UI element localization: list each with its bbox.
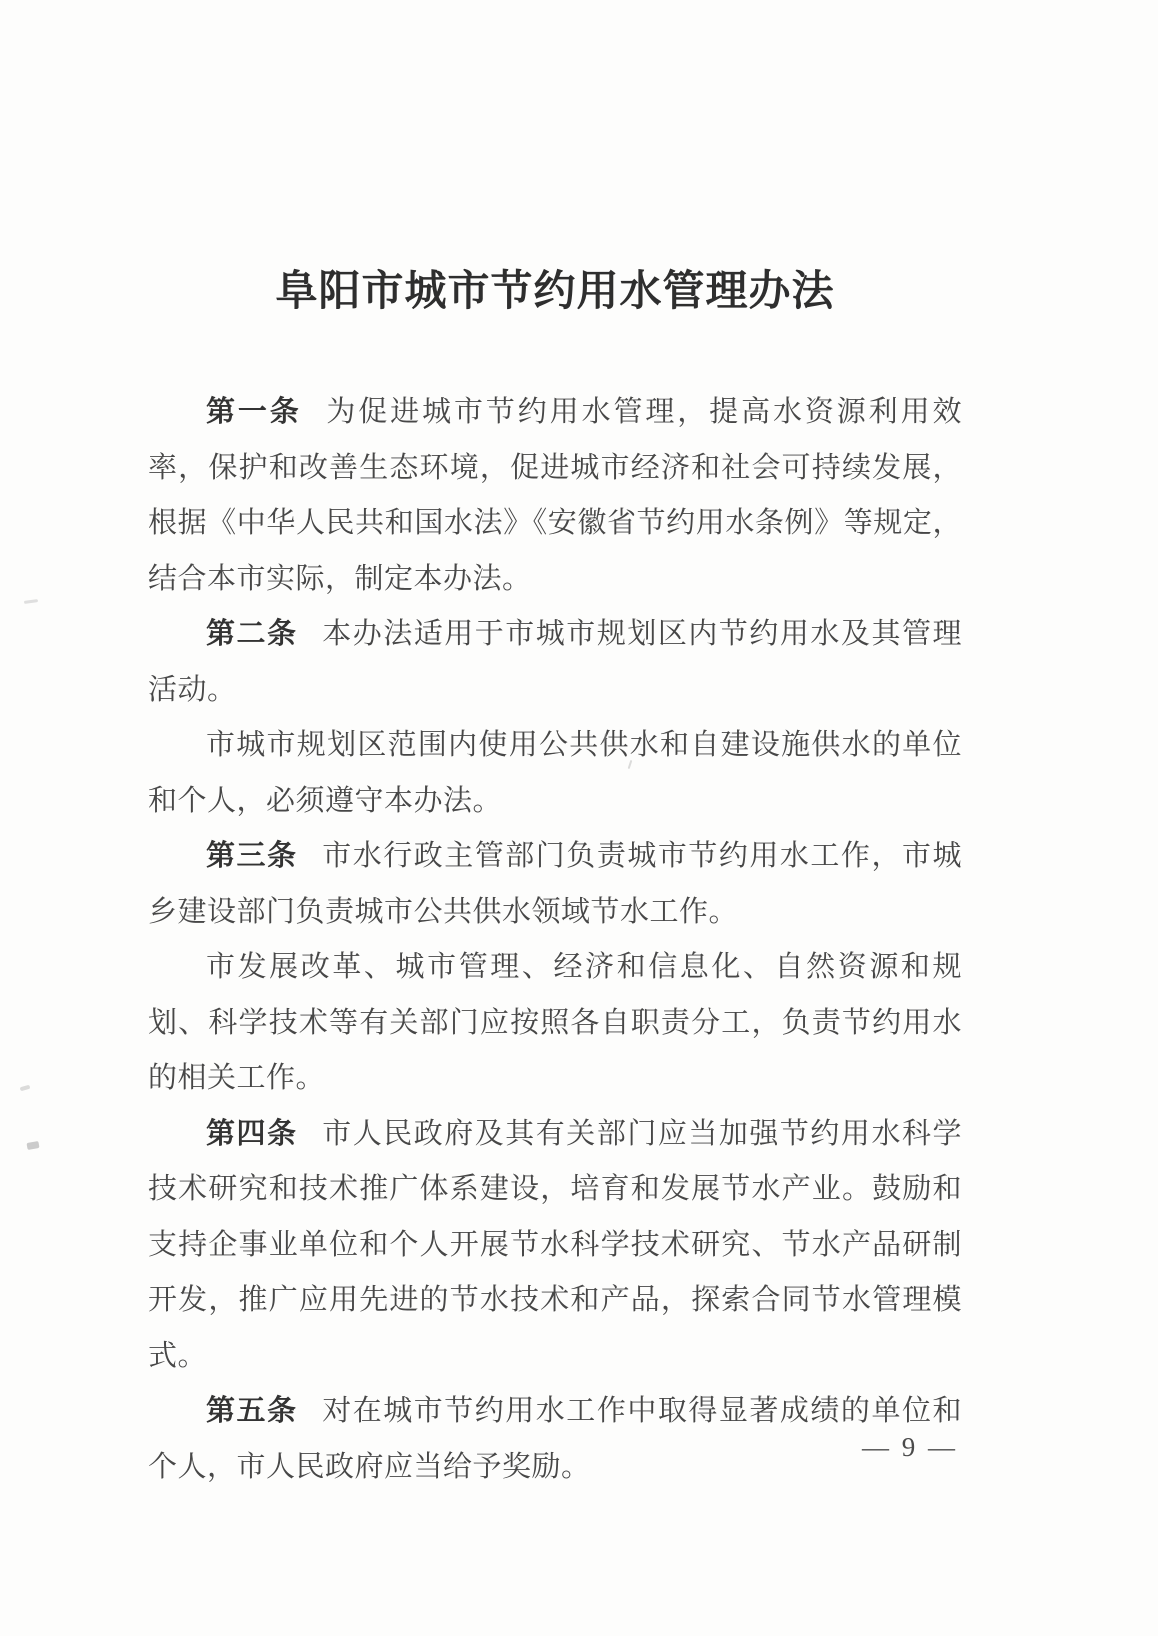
article-3-continuation-text: 市发展改革、城市管理、经济和信息化、自然资源和规划、科学技术等有关部门应按照各自职责分工，负责节约用水的相关工作。 — [148, 951, 962, 1094]
document-title: 阜阳市城市节约用水管理办法 — [275, 267, 835, 314]
scan-smudge — [20, 1085, 31, 1091]
article-2-paragraph — [148, 607, 962, 718]
article-2-continuation-paragraph — [148, 718, 962, 829]
article-2-continuation-text: 市城市规划区范围内使用公共供水和自建设施供水的单位和个人，必须遵守本办法。 — [148, 729, 962, 817]
article-2-label: 第二条 — [206, 618, 298, 650]
article-1-paragraph — [148, 385, 962, 607]
article-4-paragraph — [148, 1107, 962, 1385]
article-1-text: 为促进城市节约用水管理，提高水资源利用效率，保护和改善生态环境，促进城市经济和社会可持续发展，根据《中华人民共和国水法》《安徽省节约用水条例》等规定，结合本市实际，制定本办法。 — [148, 396, 962, 595]
document-body — [148, 385, 962, 1495]
article-3-label: 第三条 — [206, 840, 298, 872]
scan-smudge — [24, 599, 38, 604]
article-3-text: 市水行政主管部门负责城市节约用水工作，市城乡建设部门负责城市公共供水领域节水工作。 — [148, 840, 962, 928]
article-2-text: 本办法适用于市城市规划区内节约用水及其管理活动。 — [148, 618, 962, 706]
page-number: — 9 — — [862, 1432, 958, 1462]
article-5-text: 对在城市节约用水工作中取得显著成绩的单位和个人，市人民政府应当给予奖励。 — [148, 1395, 962, 1483]
article-3-paragraph — [148, 829, 962, 940]
article-5-paragraph — [148, 1384, 962, 1495]
article-1-label: 第一条 — [206, 396, 302, 428]
article-5-label: 第五条 — [206, 1395, 298, 1427]
article-4-text: 市人民政府及其有关部门应当加强节约用水科学技术研究和技术推广体系建设，培育和发展节水产业。鼓励和支持企事业单位和个人开展节水科学技术研究、节水产品研制开发，推广应用先进的节水技术和产品，探索合同节水管理模式。 — [148, 1117, 962, 1372]
article-3-continuation-paragraph — [148, 940, 962, 1107]
scan-smudge — [26, 1141, 39, 1150]
article-4-label: 第四条 — [206, 1117, 298, 1150]
